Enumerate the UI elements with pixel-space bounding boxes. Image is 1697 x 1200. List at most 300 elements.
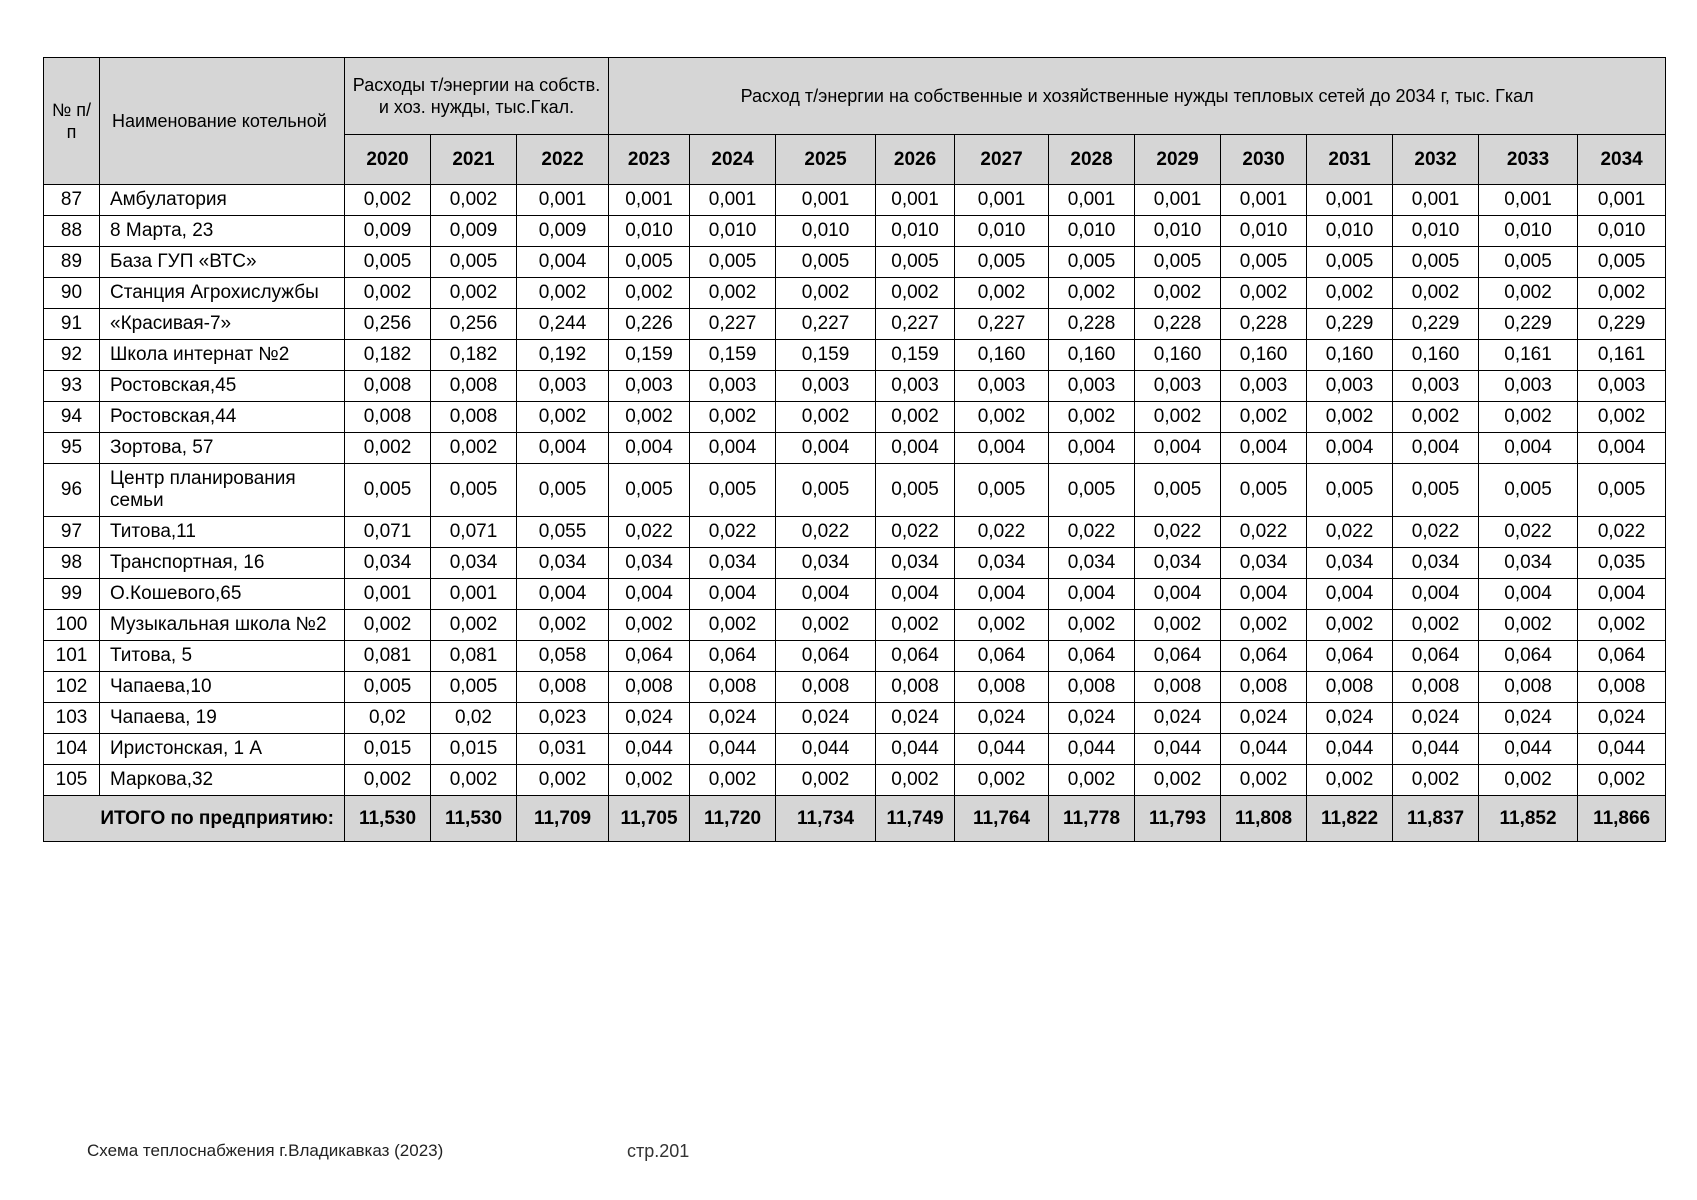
value-cell: 0,256 [345, 309, 431, 340]
value-cell: 0,010 [1393, 216, 1479, 247]
value-cell: 0,002 [345, 278, 431, 309]
value-cell: 0,044 [876, 734, 955, 765]
row-number: 94 [44, 402, 100, 433]
value-cell: 0,256 [431, 309, 517, 340]
value-cell: 0,02 [431, 703, 517, 734]
value-cell: 0,044 [1578, 734, 1666, 765]
value-cell: 0,004 [1393, 433, 1479, 464]
value-cell: 0,024 [876, 703, 955, 734]
row-number: 89 [44, 247, 100, 278]
value-cell: 0,010 [776, 216, 876, 247]
value-cell: 0,002 [1049, 278, 1135, 309]
header-year: 2032 [1393, 135, 1479, 185]
value-cell: 0,002 [1578, 765, 1666, 796]
header-group-forecast: Расход т/энергии на собственные и хозяйственные нужды тепловых сетей до 2034 г, тыс. Гкал [609, 58, 1666, 135]
value-cell: 0,002 [431, 765, 517, 796]
value-cell: 0,003 [690, 371, 776, 402]
value-cell: 0,034 [876, 548, 955, 579]
value-cell: 0,001 [776, 185, 876, 216]
value-cell: 0,064 [876, 641, 955, 672]
header-year: 2024 [690, 135, 776, 185]
value-cell: 0,002 [1479, 402, 1578, 433]
total-value: 11,866 [1578, 796, 1666, 842]
value-cell: 0,003 [1578, 371, 1666, 402]
header-year: 2027 [955, 135, 1049, 185]
table-row [44, 402, 1666, 433]
value-cell: 0,161 [1578, 340, 1666, 371]
row-number: 105 [44, 765, 100, 796]
value-cell: 0,002 [1479, 765, 1578, 796]
value-cell: 0,227 [955, 309, 1049, 340]
document-footer-title: Схема теплоснабжения г.Владикавказ (2023) [87, 1141, 444, 1160]
value-cell: 0,229 [1479, 309, 1578, 340]
value-cell: 0,005 [776, 464, 876, 517]
boiler-name: Амбулатория [100, 185, 345, 216]
value-cell: 0,229 [1393, 309, 1479, 340]
value-cell: 0,024 [609, 703, 690, 734]
value-cell: 0,064 [955, 641, 1049, 672]
value-cell: 0,024 [1049, 703, 1135, 734]
value-cell: 0,024 [1307, 703, 1393, 734]
value-cell: 0,003 [876, 371, 955, 402]
value-cell: 0,022 [1393, 517, 1479, 548]
value-cell: 0,001 [609, 185, 690, 216]
value-cell: 0,002 [1221, 610, 1307, 641]
value-cell: 0,004 [517, 247, 609, 278]
value-cell: 0,010 [690, 216, 776, 247]
value-cell: 0,008 [345, 402, 431, 433]
value-cell: 0,002 [1578, 610, 1666, 641]
value-cell: 0,008 [431, 402, 517, 433]
value-cell: 0,034 [431, 548, 517, 579]
value-cell: 0,005 [345, 464, 431, 517]
value-cell: 0,002 [876, 610, 955, 641]
value-cell: 0,005 [876, 464, 955, 517]
header-year: 2033 [1479, 135, 1578, 185]
value-cell: 0,071 [345, 517, 431, 548]
value-cell: 0,044 [1049, 734, 1135, 765]
value-cell: 0,002 [1221, 278, 1307, 309]
value-cell: 0,002 [1049, 765, 1135, 796]
value-cell: 0,002 [955, 610, 1049, 641]
value-cell: 0,031 [517, 734, 609, 765]
value-cell: 0,008 [431, 371, 517, 402]
row-number: 90 [44, 278, 100, 309]
value-cell: 0,010 [1221, 216, 1307, 247]
value-cell: 0,001 [690, 185, 776, 216]
value-cell: 0,035 [1578, 548, 1666, 579]
value-cell: 0,002 [431, 433, 517, 464]
value-cell: 0,001 [517, 185, 609, 216]
value-cell: 0,002 [1049, 402, 1135, 433]
boiler-name: 8 Марта, 23 [100, 216, 345, 247]
value-cell: 0,004 [690, 579, 776, 610]
value-cell: 0,002 [1135, 278, 1221, 309]
value-cell: 0,004 [1479, 579, 1578, 610]
value-cell: 0,004 [517, 579, 609, 610]
value-cell: 0,002 [345, 765, 431, 796]
value-cell: 0,064 [1307, 641, 1393, 672]
value-cell: 0,005 [1135, 464, 1221, 517]
header-year: 2030 [1221, 135, 1307, 185]
value-cell: 0,002 [345, 185, 431, 216]
value-cell: 0,034 [955, 548, 1049, 579]
row-number: 104 [44, 734, 100, 765]
value-cell: 0,002 [609, 765, 690, 796]
table-row [44, 340, 1666, 371]
value-cell: 0,004 [776, 579, 876, 610]
header-row-groups [44, 58, 1666, 135]
value-cell: 0,005 [345, 247, 431, 278]
value-cell: 0,002 [517, 402, 609, 433]
value-cell: 0,022 [1479, 517, 1578, 548]
heat-consumption-table [43, 57, 1666, 842]
table-row [44, 641, 1666, 672]
total-value: 11,749 [876, 796, 955, 842]
value-cell: 0,004 [1578, 433, 1666, 464]
value-cell: 0,002 [1393, 278, 1479, 309]
value-cell: 0,044 [1307, 734, 1393, 765]
boiler-name: Ростовская,45 [100, 371, 345, 402]
value-cell: 0,002 [1307, 402, 1393, 433]
value-cell: 0,005 [690, 464, 776, 517]
value-cell: 0,023 [517, 703, 609, 734]
value-cell: 0,008 [345, 371, 431, 402]
boiler-name: Школа интернат №2 [100, 340, 345, 371]
value-cell: 0,004 [1578, 579, 1666, 610]
table-row [44, 185, 1666, 216]
total-value: 11,822 [1307, 796, 1393, 842]
value-cell: 0,002 [431, 278, 517, 309]
total-value: 11,764 [955, 796, 1049, 842]
value-cell: 0,024 [1479, 703, 1578, 734]
value-cell: 0,002 [609, 278, 690, 309]
value-cell: 0,010 [1479, 216, 1578, 247]
value-cell: 0,022 [609, 517, 690, 548]
value-cell: 0,022 [955, 517, 1049, 548]
value-cell: 0,005 [690, 247, 776, 278]
boiler-name: Чапаева, 19 [100, 703, 345, 734]
value-cell: 0,010 [876, 216, 955, 247]
header-year: 2031 [1307, 135, 1393, 185]
boiler-name: Чапаева,10 [100, 672, 345, 703]
row-number: 88 [44, 216, 100, 247]
value-cell: 0,005 [1221, 247, 1307, 278]
row-number: 100 [44, 610, 100, 641]
value-cell: 0,003 [955, 371, 1049, 402]
table-row [44, 579, 1666, 610]
value-cell: 0,004 [776, 433, 876, 464]
value-cell: 0,064 [1221, 641, 1307, 672]
value-cell: 0,044 [609, 734, 690, 765]
boiler-name: Ростовская,44 [100, 402, 345, 433]
header-year: 2022 [517, 135, 609, 185]
value-cell: 0,002 [431, 185, 517, 216]
value-cell: 0,002 [690, 402, 776, 433]
value-cell: 0,004 [1221, 579, 1307, 610]
total-value: 11,852 [1479, 796, 1578, 842]
value-cell: 0,005 [431, 247, 517, 278]
value-cell: 0,001 [431, 579, 517, 610]
value-cell: 0,003 [1049, 371, 1135, 402]
value-cell: 0,002 [690, 278, 776, 309]
row-number: 97 [44, 517, 100, 548]
table-row [44, 371, 1666, 402]
value-cell: 0,010 [609, 216, 690, 247]
value-cell: 0,024 [1393, 703, 1479, 734]
value-cell: 0,034 [776, 548, 876, 579]
value-cell: 0,002 [955, 765, 1049, 796]
value-cell: 0,024 [1578, 703, 1666, 734]
value-cell: 0,004 [1135, 579, 1221, 610]
value-cell: 0,002 [345, 433, 431, 464]
value-cell: 0,001 [876, 185, 955, 216]
value-cell: 0,004 [1393, 579, 1479, 610]
table-row [44, 433, 1666, 464]
value-cell: 0,008 [1049, 672, 1135, 703]
value-cell: 0,009 [431, 216, 517, 247]
value-cell: 0,182 [431, 340, 517, 371]
boiler-name: Иристонская, 1 А [100, 734, 345, 765]
value-cell: 0,081 [431, 641, 517, 672]
value-cell: 0,159 [876, 340, 955, 371]
value-cell: 0,227 [776, 309, 876, 340]
value-cell: 0,005 [1307, 464, 1393, 517]
total-value: 11,778 [1049, 796, 1135, 842]
value-cell: 0,002 [776, 278, 876, 309]
value-cell: 0,005 [431, 464, 517, 517]
value-cell: 0,002 [1393, 610, 1479, 641]
value-cell: 0,002 [1049, 610, 1135, 641]
value-cell: 0,064 [1479, 641, 1578, 672]
value-cell: 0,010 [1578, 216, 1666, 247]
value-cell: 0,022 [876, 517, 955, 548]
value-cell: 0,034 [1307, 548, 1393, 579]
table-row [44, 548, 1666, 579]
total-value: 11,734 [776, 796, 876, 842]
row-number: 92 [44, 340, 100, 371]
boiler-name: «Красивая-7» [100, 309, 345, 340]
row-number: 96 [44, 464, 100, 517]
value-cell: 0,002 [876, 765, 955, 796]
value-cell: 0,002 [1578, 402, 1666, 433]
value-cell: 0,005 [1393, 464, 1479, 517]
table-row [44, 216, 1666, 247]
header-name: Наименование котельной [100, 58, 345, 185]
value-cell: 0,002 [1135, 610, 1221, 641]
value-cell: 0,008 [1479, 672, 1578, 703]
value-cell: 0,034 [1479, 548, 1578, 579]
value-cell: 0,001 [1479, 185, 1578, 216]
value-cell: 0,008 [1221, 672, 1307, 703]
value-cell: 0,004 [609, 433, 690, 464]
value-cell: 0,002 [1393, 765, 1479, 796]
value-cell: 0,004 [609, 579, 690, 610]
value-cell: 0,003 [1393, 371, 1479, 402]
value-cell: 0,064 [1393, 641, 1479, 672]
value-cell: 0,005 [876, 247, 955, 278]
value-cell: 0,034 [690, 548, 776, 579]
header-year: 2025 [776, 135, 876, 185]
boiler-name: Музыкальная школа №2 [100, 610, 345, 641]
table-row [44, 517, 1666, 548]
value-cell: 0,005 [1578, 247, 1666, 278]
value-cell: 0,001 [1221, 185, 1307, 216]
value-cell: 0,002 [690, 765, 776, 796]
value-cell: 0,002 [1221, 765, 1307, 796]
value-cell: 0,064 [609, 641, 690, 672]
value-cell: 0,228 [1049, 309, 1135, 340]
table-row [44, 278, 1666, 309]
value-cell: 0,002 [609, 402, 690, 433]
boiler-name: Центр планирования семьи [100, 464, 345, 517]
boiler-name: Титова, 5 [100, 641, 345, 672]
value-cell: 0,058 [517, 641, 609, 672]
header-year: 2028 [1049, 135, 1135, 185]
value-cell: 0,055 [517, 517, 609, 548]
total-value: 11,837 [1393, 796, 1479, 842]
value-cell: 0,022 [1135, 517, 1221, 548]
value-cell: 0,008 [1393, 672, 1479, 703]
value-cell: 0,004 [876, 579, 955, 610]
value-cell: 0,159 [609, 340, 690, 371]
value-cell: 0,005 [517, 464, 609, 517]
value-cell: 0,002 [776, 610, 876, 641]
value-cell: 0,064 [1578, 641, 1666, 672]
header-num: № п/п [44, 58, 100, 185]
value-cell: 0,002 [1135, 402, 1221, 433]
table-row [44, 734, 1666, 765]
value-cell: 0,160 [1135, 340, 1221, 371]
value-cell: 0,005 [1221, 464, 1307, 517]
value-cell: 0,160 [1307, 340, 1393, 371]
row-number: 93 [44, 371, 100, 402]
value-cell: 0,160 [955, 340, 1049, 371]
value-cell: 0,064 [690, 641, 776, 672]
value-cell: 0,003 [1307, 371, 1393, 402]
value-cell: 0,192 [517, 340, 609, 371]
value-cell: 0,227 [690, 309, 776, 340]
value-cell: 0,228 [1221, 309, 1307, 340]
value-cell: 0,008 [1578, 672, 1666, 703]
total-value: 11,808 [1221, 796, 1307, 842]
value-cell: 0,044 [1479, 734, 1578, 765]
value-cell: 0,002 [1479, 610, 1578, 641]
value-cell: 0,008 [609, 672, 690, 703]
value-cell: 0,008 [876, 672, 955, 703]
table-row [44, 672, 1666, 703]
value-cell: 0,005 [431, 672, 517, 703]
value-cell: 0,022 [776, 517, 876, 548]
value-cell: 0,022 [1578, 517, 1666, 548]
value-cell: 0,005 [955, 464, 1049, 517]
boiler-name: Зортова, 57 [100, 433, 345, 464]
value-cell: 0,002 [1393, 402, 1479, 433]
header-year: 2029 [1135, 135, 1221, 185]
value-cell: 0,002 [876, 402, 955, 433]
total-value: 11,793 [1135, 796, 1221, 842]
value-cell: 0,160 [1221, 340, 1307, 371]
value-cell: 0,022 [1049, 517, 1135, 548]
value-cell: 0,002 [1479, 278, 1578, 309]
value-cell: 0,002 [1221, 402, 1307, 433]
value-cell: 0,003 [517, 371, 609, 402]
row-number: 87 [44, 185, 100, 216]
value-cell: 0,005 [345, 672, 431, 703]
value-cell: 0,071 [431, 517, 517, 548]
value-cell: 0,008 [776, 672, 876, 703]
value-cell: 0,003 [1135, 371, 1221, 402]
value-cell: 0,034 [1135, 548, 1221, 579]
value-cell: 0,02 [345, 703, 431, 734]
value-cell: 0,229 [1307, 309, 1393, 340]
total-value: 11,705 [609, 796, 690, 842]
value-cell: 0,008 [955, 672, 1049, 703]
value-cell: 0,010 [1307, 216, 1393, 247]
value-cell: 0,024 [1221, 703, 1307, 734]
value-cell: 0,005 [1049, 464, 1135, 517]
header-year: 2034 [1578, 135, 1666, 185]
value-cell: 0,004 [1307, 579, 1393, 610]
value-cell: 0,001 [955, 185, 1049, 216]
total-value: 11,530 [345, 796, 431, 842]
value-cell: 0,044 [1221, 734, 1307, 765]
row-number: 91 [44, 309, 100, 340]
value-cell: 0,034 [609, 548, 690, 579]
value-cell: 0,004 [1135, 433, 1221, 464]
row-number: 103 [44, 703, 100, 734]
value-cell: 0,005 [1307, 247, 1393, 278]
value-cell: 0,081 [345, 641, 431, 672]
table-row [44, 610, 1666, 641]
value-cell: 0,001 [1049, 185, 1135, 216]
value-cell: 0,002 [876, 278, 955, 309]
value-cell: 0,003 [1479, 371, 1578, 402]
value-cell: 0,003 [609, 371, 690, 402]
value-cell: 0,015 [345, 734, 431, 765]
value-cell: 0,005 [1049, 247, 1135, 278]
value-cell: 0,010 [1135, 216, 1221, 247]
value-cell: 0,005 [1578, 464, 1666, 517]
table-body [44, 185, 1666, 796]
value-cell: 0,044 [1393, 734, 1479, 765]
value-cell: 0,004 [955, 579, 1049, 610]
value-cell: 0,022 [1307, 517, 1393, 548]
value-cell: 0,001 [1307, 185, 1393, 216]
value-cell: 0,008 [690, 672, 776, 703]
value-cell: 0,229 [1578, 309, 1666, 340]
value-cell: 0,044 [776, 734, 876, 765]
value-cell: 0,002 [955, 278, 1049, 309]
value-cell: 0,003 [1221, 371, 1307, 402]
value-cell: 0,003 [776, 371, 876, 402]
value-cell: 0,005 [609, 464, 690, 517]
value-cell: 0,064 [776, 641, 876, 672]
header-year: 2020 [345, 135, 431, 185]
value-cell: 0,004 [955, 433, 1049, 464]
value-cell: 0,034 [1221, 548, 1307, 579]
value-cell: 0,008 [1135, 672, 1221, 703]
value-cell: 0,004 [1479, 433, 1578, 464]
value-cell: 0,064 [1135, 641, 1221, 672]
value-cell: 0,244 [517, 309, 609, 340]
value-cell: 0,002 [1307, 610, 1393, 641]
table-row [44, 765, 1666, 796]
value-cell: 0,015 [431, 734, 517, 765]
value-cell: 0,010 [955, 216, 1049, 247]
value-cell: 0,002 [955, 402, 1049, 433]
value-cell: 0,001 [1135, 185, 1221, 216]
